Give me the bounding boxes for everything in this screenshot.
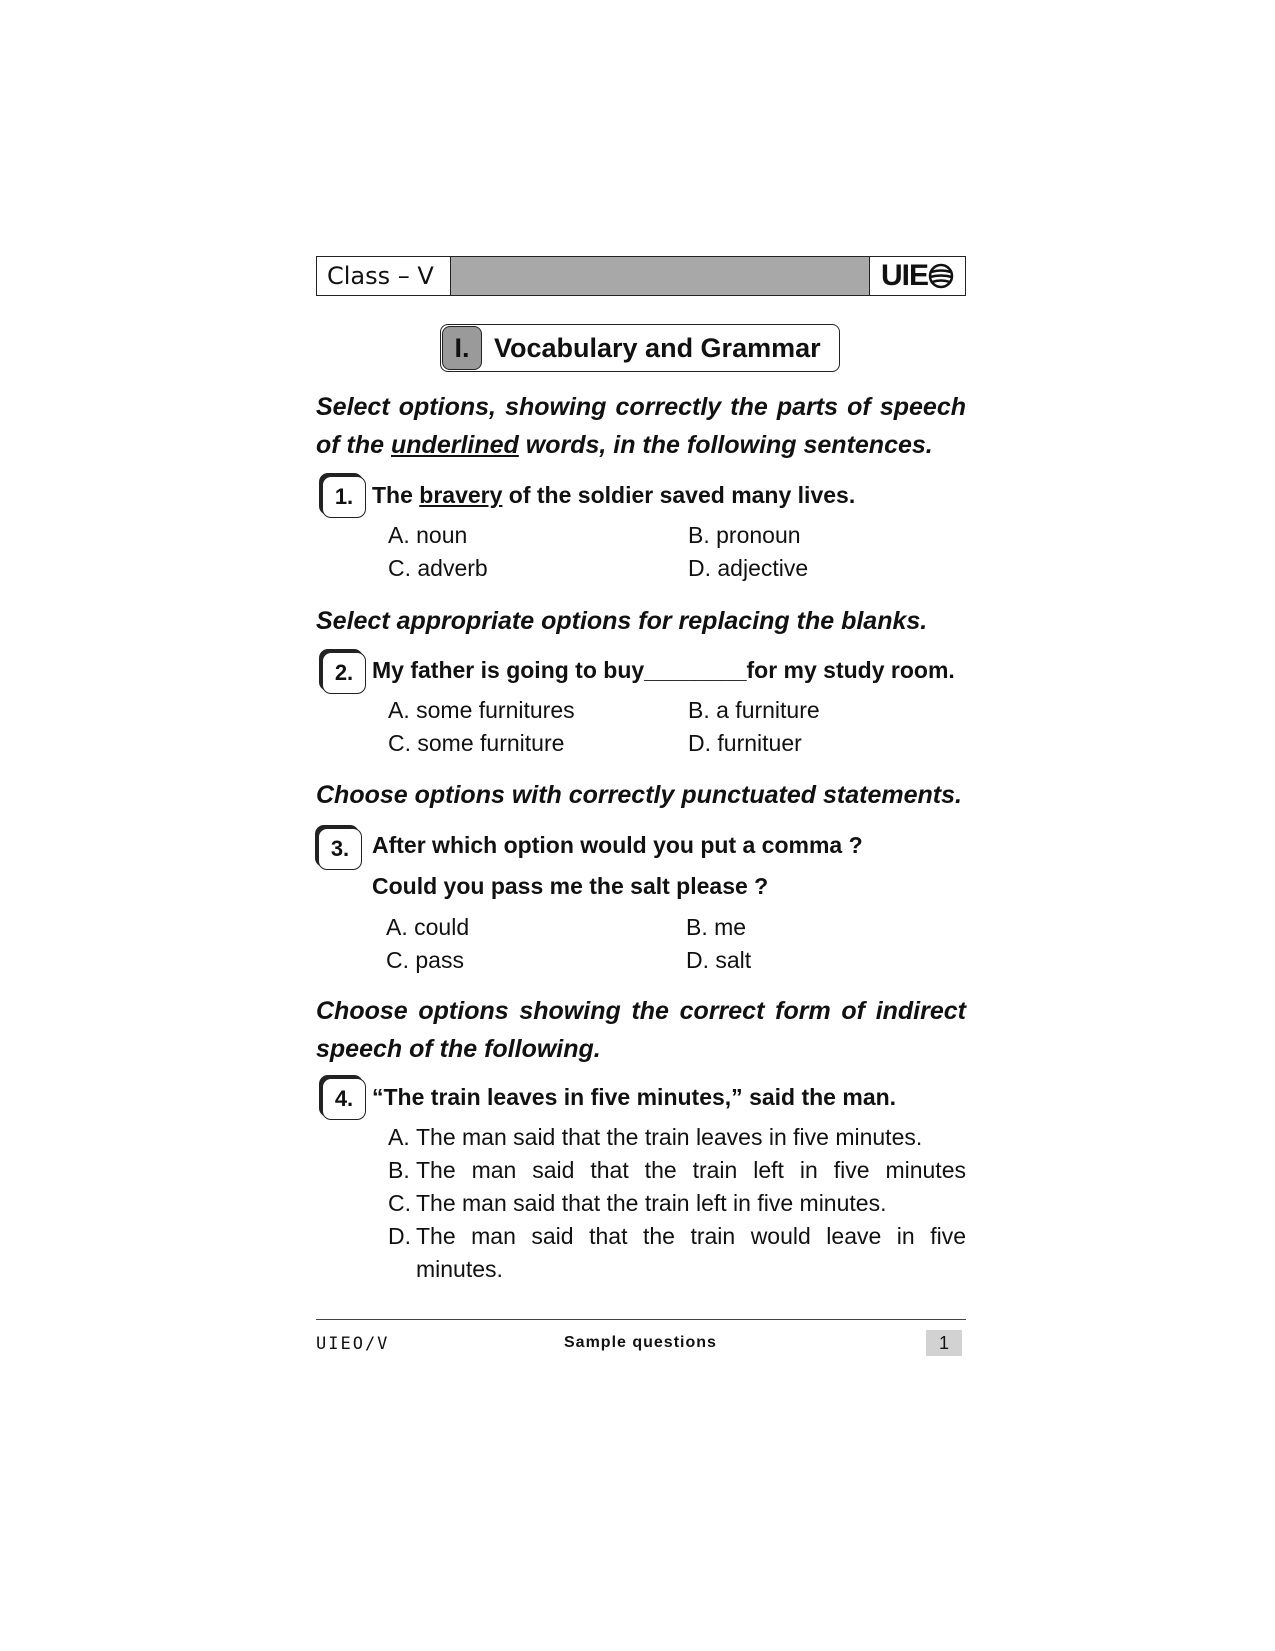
- question-3-sentence: Could you pass me the salt please ?: [372, 873, 769, 899]
- instruction-text: Select options, showing correctly the parts of speech of the: [316, 393, 966, 459]
- option-2c[interactable]: C. some furniture: [388, 730, 565, 756]
- option-4d-continuation: [388, 1256, 966, 1283]
- question-number-4: 4.: [322, 1078, 366, 1120]
- option-label: D.: [388, 1223, 411, 1249]
- uieo-logo: [869, 257, 965, 295]
- option-1c[interactable]: C. adverb: [388, 555, 488, 581]
- question-4-text: “The train leaves in five minutes,” said the man.: [372, 1084, 897, 1110]
- option-3a[interactable]: A. could: [386, 914, 470, 940]
- footer-divider: [316, 1319, 966, 1320]
- instruction-2: Select appropriate options for replacing the blanks.: [316, 607, 928, 635]
- option-3b[interactable]: B. me: [686, 914, 747, 940]
- header-bar: [451, 257, 869, 295]
- option-text: The man said that the train leaves in five minutes.: [416, 1124, 923, 1150]
- option-label: A.: [388, 1124, 410, 1150]
- spacer: [388, 1256, 416, 1283]
- question-text: of the soldier saved many lives.: [502, 482, 856, 508]
- option-1b[interactable]: B. pronoun: [688, 522, 801, 548]
- question-2-text: My father is going to buy________for my study room.: [372, 657, 955, 683]
- class-label: Class – V: [317, 257, 451, 295]
- option-text: The man said that the train would leave in five: [416, 1223, 966, 1249]
- option-label: B.: [388, 1157, 410, 1183]
- logo-text: UIE: [880, 259, 928, 292]
- option-2b[interactable]: B. a furniture: [688, 697, 820, 723]
- footer-title: Sample questions: [564, 1334, 717, 1351]
- section-number: I.: [442, 326, 482, 370]
- footer-code: UIEO/V: [316, 1334, 390, 1354]
- underlined-word: underlined: [391, 431, 519, 459]
- instruction-4: Choose options showing the correct form of indirect speech of the following.: [316, 997, 966, 1063]
- option-4b[interactable]: [388, 1157, 966, 1184]
- instruction-1: [316, 388, 966, 464]
- option-label: C.: [388, 1190, 411, 1216]
- page-number: 1: [926, 1330, 962, 1356]
- option-2d[interactable]: D. furnituer: [688, 730, 802, 756]
- option-2a[interactable]: A. some furnitures: [388, 697, 575, 723]
- question-number-3: 3.: [318, 828, 362, 870]
- section-heading: [440, 324, 840, 372]
- section-title: Vocabulary and Grammar: [494, 332, 821, 363]
- option-text: The man said that the train left in five minutes.: [416, 1190, 887, 1216]
- question-1-text: [372, 482, 855, 509]
- option-text: minutes.: [416, 1256, 503, 1282]
- globe-icon: [928, 263, 954, 289]
- question-3-text: After which option would you put a comma ?: [372, 832, 863, 858]
- question-number-1: 1.: [322, 476, 366, 518]
- option-4a[interactable]: [388, 1124, 966, 1151]
- option-4c[interactable]: [388, 1190, 966, 1217]
- option-1d[interactable]: D. adjective: [688, 555, 809, 581]
- question-text: The: [372, 482, 420, 508]
- page-header: [316, 256, 966, 296]
- option-text: The man said that the train left in five minutes: [416, 1157, 966, 1183]
- option-4d[interactable]: [388, 1223, 966, 1250]
- option-1a[interactable]: A. noun: [388, 522, 468, 548]
- question-number-2: 2.: [322, 652, 366, 694]
- option-3d[interactable]: D. salt: [686, 947, 752, 973]
- instruction-text: words, in the following sentences.: [518, 431, 933, 459]
- underlined-word: bravery: [419, 482, 503, 508]
- instruction-3: Choose options with correctly punctuated statements.: [316, 781, 962, 809]
- option-3c[interactable]: C. pass: [386, 947, 464, 973]
